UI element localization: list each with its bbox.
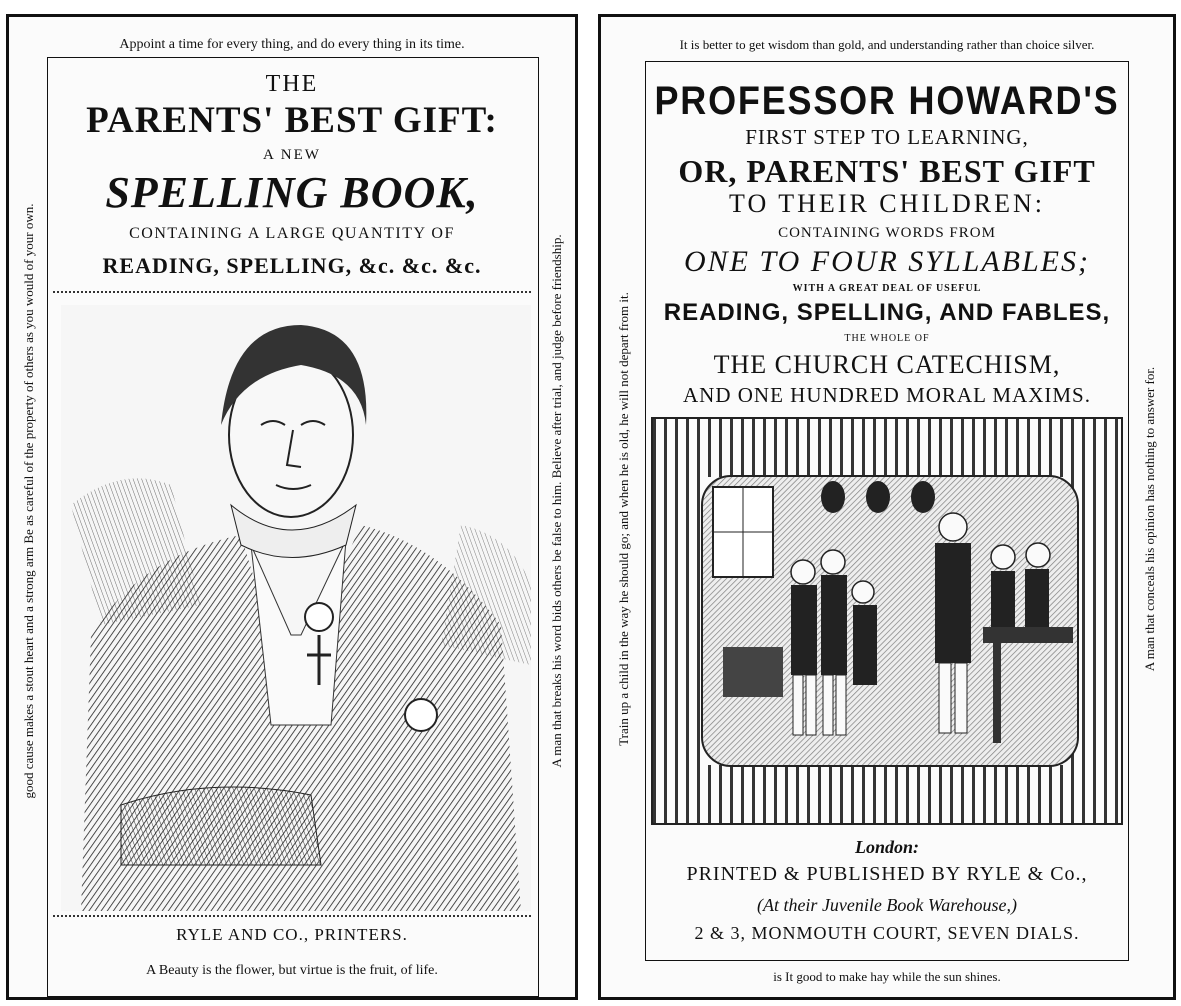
monmouth-court-line: 2 & 3, MONMOUTH COURT, SEVEN DIALS. (694, 923, 1080, 943)
left-top-maxim: Appoint a time for every thing, and do every thing in its time. (119, 37, 465, 52)
left-bottom-maxim: A Beauty is the flower, but virtue is the fruit, of life. (146, 963, 438, 978)
the-whole-of-line: THE WHOLE OF (844, 333, 930, 344)
moral-maxims-line: AND ONE HUNDRED MORAL MAXIMS. (683, 383, 1091, 407)
juvenile-warehouse-line: (At their Juvenile Book Warehouse,) (756, 895, 1018, 915)
title-to-children: TO THEIR CHILDREN: (729, 189, 1045, 218)
church-catechism-line: THE CHURCH CATECHISM, (713, 350, 1061, 379)
schoolroom-engraving (701, 475, 1079, 767)
wavy-rule-bottom (53, 915, 531, 921)
title-spelling-book: SPELLING BOOK, (105, 168, 479, 217)
one-to-four-syllables: ONE TO FOUR SYLLABLES; (684, 245, 1090, 278)
portrait-engraving (61, 305, 531, 911)
title-professor-howard: PROFESSOR HOWARD'S (654, 79, 1120, 123)
great-deal-line: WITH A GREAT DEAL OF USEFUL (792, 283, 982, 294)
right-left-side-maxim: Train up a child in the way he should go; and when he is old, he will not depart from it. (616, 292, 631, 746)
title-or-parents: OR, PARENTS' BEST GIFT (678, 153, 1096, 189)
containing-words-line: CONTAINING WORDS FROM (778, 225, 996, 241)
left-side-maxim: good cause makes a stout heart and a strong arm Be as careful of the property of others as you would of your own. (21, 203, 36, 799)
reading-spelling-fables: READING, SPELLING, AND FABLES, (663, 299, 1111, 326)
title-parents-best-gift: PARENTS' BEST GIFT: (86, 100, 498, 141)
title-first-step: FIRST STEP TO LEARNING, (745, 125, 1029, 149)
right-right-side-maxim: A man that conceals his opinion has nothing to answer for. (1142, 366, 1157, 672)
right-bottom-maxim: is It good to make hay while the sun shines. (773, 969, 1001, 984)
title-a-new: A NEW (263, 147, 321, 163)
title-the: THE (265, 71, 319, 97)
london-line: London: (854, 837, 919, 857)
left-right-side-maxim: A man that breaks his word bids others be false to him. Believe after trial, and judge before friendship. (549, 234, 564, 768)
printed-published-line: PRINTED & PUBLISHED BY RYLE & Co., (686, 863, 1088, 885)
left-title-page (6, 14, 578, 1000)
wavy-rule (53, 291, 531, 297)
containing-line: CONTAINING A LARGE QUANTITY OF (129, 225, 455, 242)
reading-spelling-line: READING, SPELLING, &c. &c. &c. (102, 253, 482, 278)
printers-line: RYLE AND CO., PRINTERS. (176, 925, 408, 944)
right-top-maxim: It is better to get wisdom than gold, and understanding rather than choice silver. (679, 37, 1095, 52)
right-title-page (598, 14, 1176, 1000)
